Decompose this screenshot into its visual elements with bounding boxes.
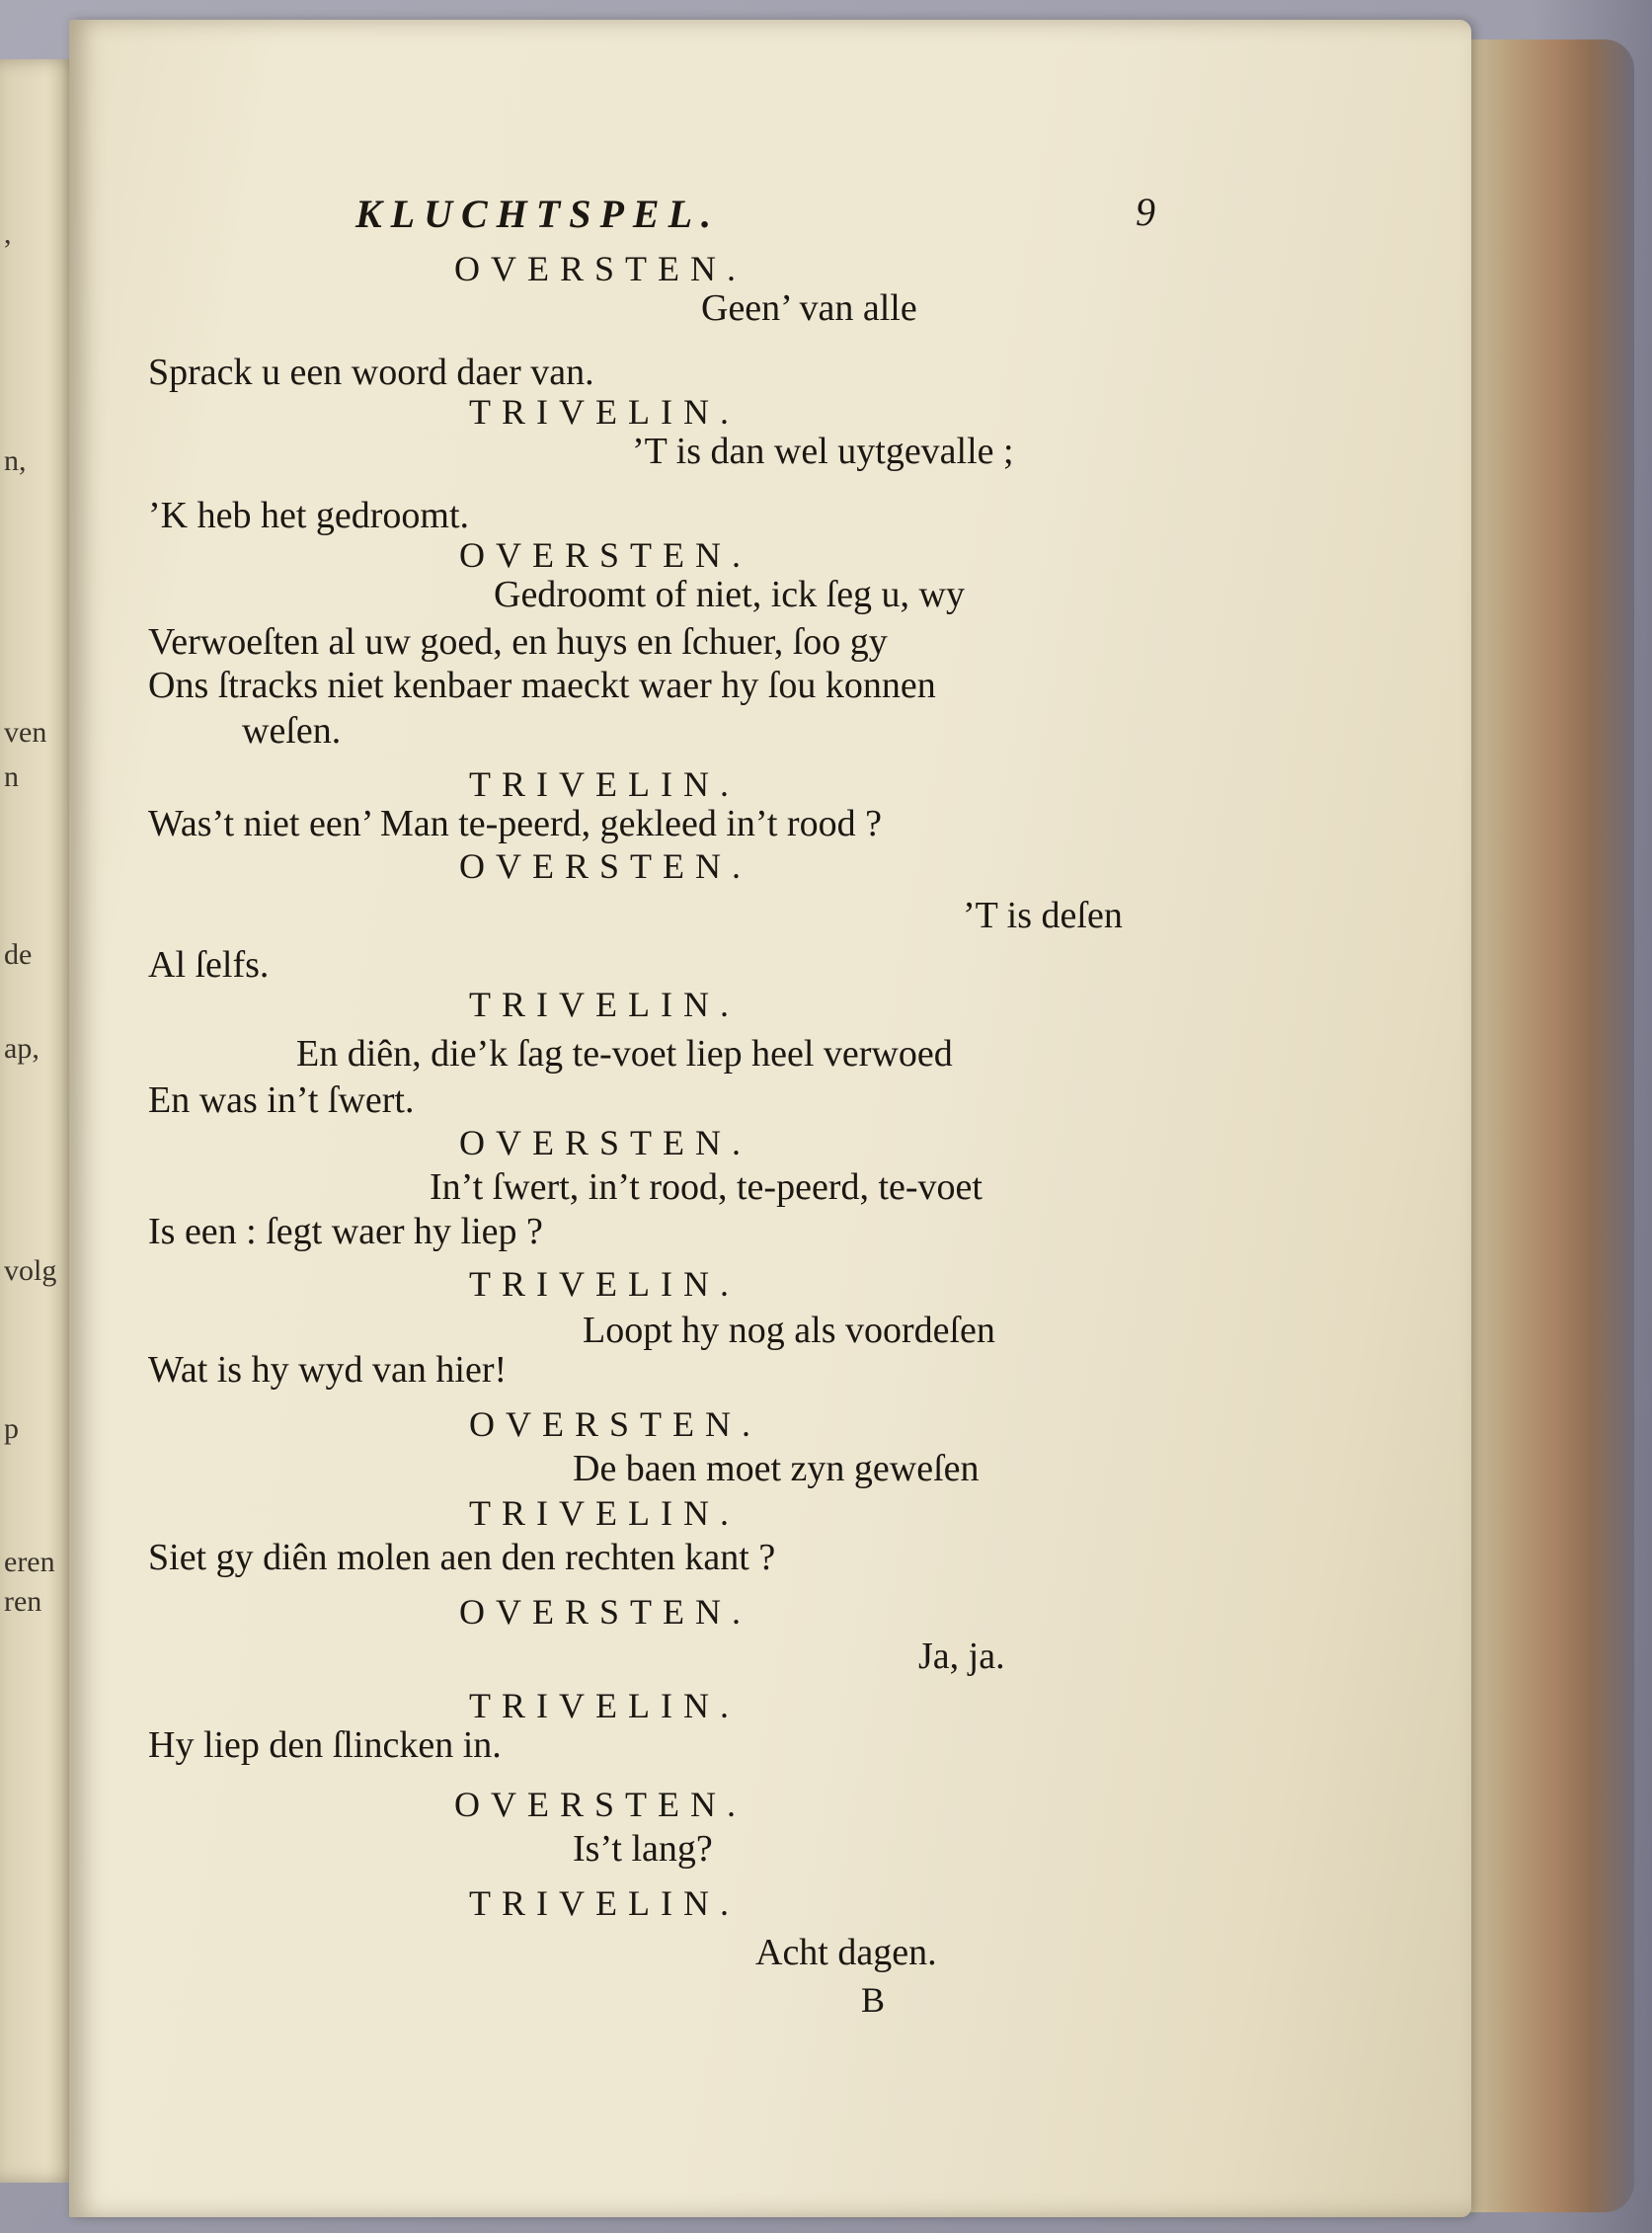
speaker-name: TRIVELIN.	[469, 1883, 740, 1923]
speaker-name: TRIVELIN.	[469, 392, 740, 432]
left-page-fragment: ven	[4, 716, 47, 749]
verse-line: In’t ſwert, in’t rood, te-peerd, te-voet	[430, 1166, 983, 1208]
speaker-name: TRIVELIN.	[469, 1686, 740, 1725]
verse-line: Was’t niet een’ Man te-peerd, gekleed in’t rood ?	[148, 803, 882, 844]
verse-line: De baen moet zyn geweſen	[573, 1448, 980, 1489]
verse-line: ’T is deſen	[963, 895, 1123, 936]
verse-line: Gedroomt of niet, ick ſeg u, wy	[494, 574, 966, 615]
verse-line: Siet gy diên molen aen den rechten kant ?	[148, 1537, 776, 1578]
speaker-name: TRIVELIN.	[469, 985, 740, 1024]
left-page-fragment: ap,	[4, 1032, 39, 1065]
verse-line: Ons ſtracks niet kenbaer maeckt waer hy ſou konnen	[148, 665, 936, 706]
speaker-name: OVERSTEN.	[454, 249, 747, 288]
left-page-fragment: ren	[4, 1585, 42, 1618]
speaker-name: TRIVELIN.	[469, 1493, 740, 1533]
verse-line: Loopt hy nog als voordeſen	[583, 1310, 995, 1351]
signature-mark: B	[861, 1980, 886, 2020]
verse-line: ’T is dan wel uytgevalle ;	[632, 431, 1014, 472]
left-page-fragment: p	[4, 1412, 19, 1445]
verse-line: Acht dagen.	[755, 1932, 937, 1973]
speaker-name: OVERSTEN.	[459, 535, 751, 575]
speaker-name: OVERSTEN.	[459, 846, 751, 886]
running-header: KLUCHTSPEL.	[355, 192, 721, 236]
speaker-name: OVERSTEN.	[459, 1592, 751, 1632]
left-page-fragment: eren	[4, 1546, 55, 1578]
page-number: 9	[1136, 190, 1155, 234]
left-page-fragment: de	[4, 938, 33, 971]
verse-line: En was in’t ſwert.	[148, 1079, 415, 1121]
speaker-name: TRIVELIN.	[469, 1264, 740, 1304]
verse-line: Wat is hy wyd van hier!	[148, 1349, 508, 1391]
left-page-fragment: n,	[4, 444, 27, 477]
verse-line: Geen’ van alle	[701, 287, 917, 329]
verse-line: Verwoeſten al uw goed, en huys en ſchuer, ſoo gy	[148, 621, 888, 663]
speaker-name: OVERSTEN.	[454, 1785, 747, 1824]
verse-line: Is een : ſegt waer hy liep ?	[148, 1211, 543, 1252]
left-page-fragment: volg	[4, 1254, 57, 1287]
verse-line: Ja, ja.	[918, 1635, 1005, 1677]
speaker-name: TRIVELIN.	[469, 764, 740, 804]
verse-line: Al ſelfs.	[148, 944, 270, 986]
verse-line: Is’t lang?	[573, 1828, 713, 1870]
left-page-fragment: ,	[4, 217, 12, 250]
left-page-fragment: n	[4, 760, 19, 793]
speaker-name: OVERSTEN.	[459, 1123, 751, 1162]
verse-line: En diên, die’k ſag te-voet liep heel verwoed	[296, 1033, 953, 1075]
verse-line: ’K heb het gedroomt.	[148, 495, 470, 536]
verse-line: Sprack u een woord daer van.	[148, 352, 594, 393]
verse-line: weſen.	[242, 710, 342, 752]
verse-line: Hy liep den ſlincken in.	[148, 1724, 502, 1766]
speaker-name: OVERSTEN.	[469, 1404, 761, 1444]
